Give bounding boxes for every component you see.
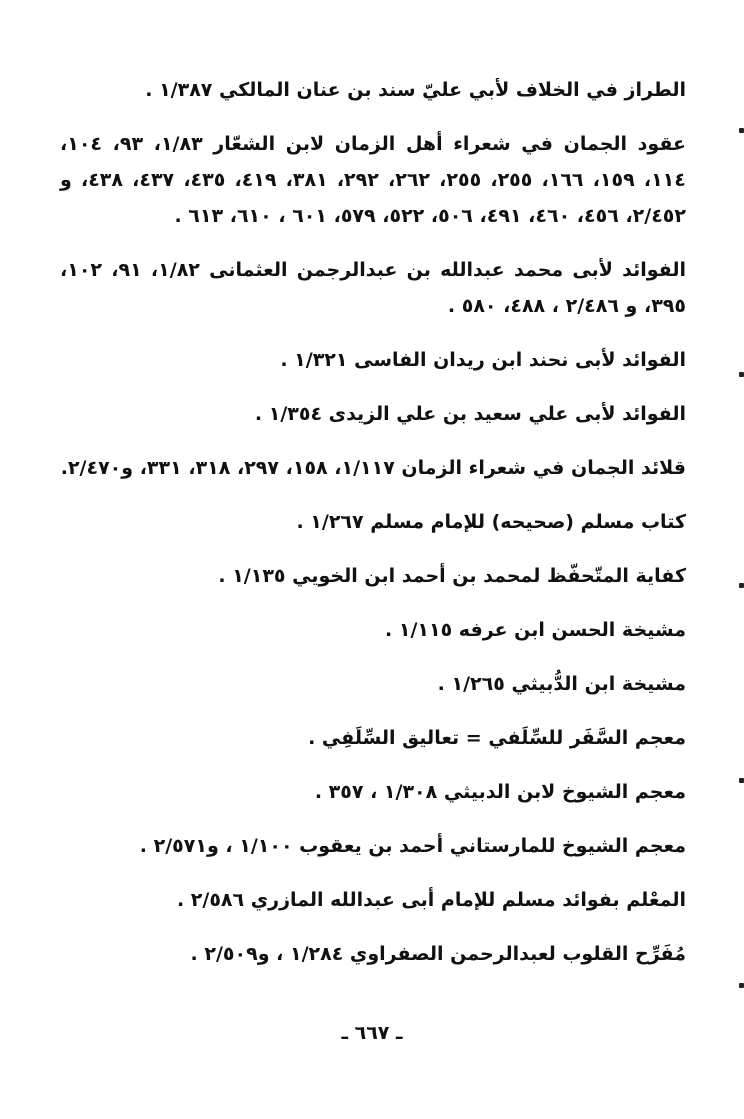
scan-edge-mark <box>739 128 744 133</box>
bibliography-entry: معجم الشيوخ لابن الدبيثي ١/٣٠٨ ، ٣٥٧ . <box>314 781 686 803</box>
bibliography-entry: كتاب مسلم (صحيحه) للإمام مسلم ١/٢٦٧ . <box>296 511 686 533</box>
bibliography-list <box>60 72 686 990</box>
scan-edge-mark <box>739 372 744 377</box>
bibliography-entry: الفوائد لأبى علي سعيد بن علي الزيدى ١/٣٥٤ . <box>254 403 686 425</box>
bibliography-entry: مشيخة الحسن ابن عرفه ١/١١٥ . <box>385 619 686 641</box>
page-number: ـ ٦٦٧ ـ <box>341 1022 403 1044</box>
bibliography-entry: كفاية المتّحفّظ لمحمد بن أحمد ابن الخويي ١/١٣٥ . <box>218 565 686 587</box>
scan-edge-mark <box>739 778 744 783</box>
bibliography-entry: مُفَرِّح القلوب لعبدالرحمن الصفراوي ١/٢٨٤ ، و٢/٥٠٩ . <box>190 943 686 965</box>
bibliography-entry: عقود الجمان في شعراء أهل الزمان لابن الشعّار ١/٨٣، ٩٣، ١٠٤، ١١٤، ١٥٩، ١٦٦، ٢٥٥، ٢٥٥، ٢٦٢، ٢٩٢، ٣٨١، ٤١٩، ٤٣٥، ٤٣٧، ٤٣٨، و ٢/٤٥٢، ٤٥٦، ٤٦٠، ٤٩١، ٥٠٦، ٥٢٢، ٥٧٩، ٦٠١ ، ٦١٠، ٦١٣ . <box>60 133 686 227</box>
bibliography-entry: معجم السَّفَر للسِّلَفي = تعاليق السِّلَفِي . <box>308 727 686 749</box>
bibliography-entry: المعْلم بفوائد مسلم للإمام أبى عبدالله المازري ٢/٥٨٦ . <box>176 889 686 911</box>
scan-edge-mark <box>739 983 744 988</box>
bibliography-entry: قلائد الجمان في شعراء الزمان ١/١١٧، ١٥٨، ٢٩٧، ٣١٨، ٣٣١، و٢/٤٧٠. <box>60 457 686 479</box>
bibliography-entry: الطراز في الخلاف لأبي عليّ سند بن عنان المالكي ١/٣٨٧ . <box>145 79 686 101</box>
scan-edge-mark <box>739 583 744 588</box>
bibliography-entry: مشيخة ابن الدُّبيثي ١/٢٦٥ . <box>437 673 686 695</box>
bibliography-entry: الفوائد لأبى نحند ابن ريدان الفاسى ١/٣٢١ . <box>280 349 686 371</box>
bibliography-entry: الفوائد لأبى محمد عبدالله بن عبدالرجمن العثمانى ١/٨٢، ٩١، ١٠٢، ٣٩٥، و ٢/٤٨٦ ، ٤٨٨، ٥٨٠ . <box>60 259 687 317</box>
bibliography-entry: معجم الشيوخ للمارستاني أحمد بن يعقوب ١/١٠٠ ، و٢/٥٧١ . <box>139 835 686 857</box>
